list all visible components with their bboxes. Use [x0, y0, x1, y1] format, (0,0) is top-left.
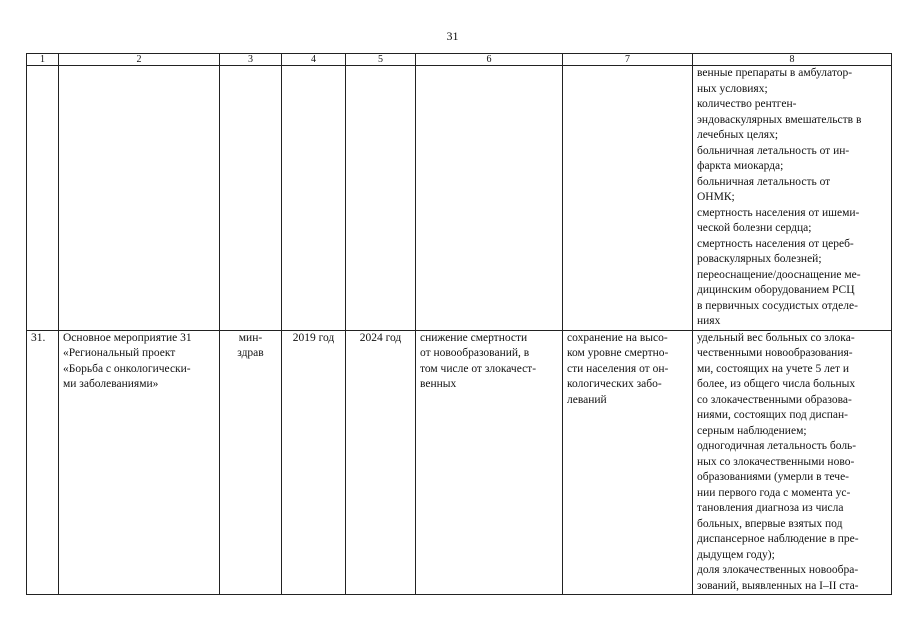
text-line: лечебных целях;: [697, 129, 779, 141]
text-line: Основное мероприятие 31: [63, 331, 192, 344]
text-line: переоснащение/дооснащение ме-: [697, 268, 861, 281]
text-line: смертность населения от ишеми-: [697, 206, 860, 219]
text-line: ми заболеваниями»: [63, 378, 159, 390]
text-line: чественными новообразования-: [697, 347, 853, 359]
text-line: образованиями (умерли в тече-: [697, 471, 850, 483]
text-line: диспансерное наблюдение в пре-: [697, 533, 859, 545]
cell-start-year: 2019 год: [282, 330, 346, 595]
text-line: зований, выявленных на I–II ста-: [697, 579, 859, 592]
text-line: здрав: [237, 347, 264, 359]
text-line: дицинским оборудованием РСЦ: [697, 284, 855, 296]
header-col-6: 6: [416, 54, 563, 66]
header-col-1: 1: [27, 54, 59, 66]
text-line: больничная летальность от: [697, 175, 831, 188]
text-line: больных, впервые взятых под: [697, 517, 843, 530]
text-line: от новообразований, в: [420, 347, 530, 359]
text-line: ческой болезни сердца;: [697, 222, 812, 234]
cell-empty: [346, 66, 416, 331]
text-line: ниями, состоящих под диспан-: [697, 409, 849, 421]
text-line: доля злокачественных новообра-: [697, 564, 859, 576]
text-line: ком уровне смертно-: [567, 347, 669, 359]
table-row-31: [27, 330, 892, 595]
text-line: ми, состоящих на учете 5 лет и: [697, 362, 850, 375]
text-line: ных со злокачественными ново-: [697, 455, 855, 468]
header-col-7: 7: [563, 54, 693, 66]
text-line: смертность населения от цереб-: [697, 237, 854, 250]
cell-measure-name: [59, 330, 220, 595]
cell-empty: [220, 66, 282, 331]
text-line: сти населения от он-: [567, 362, 669, 375]
cell-empty: [59, 66, 220, 331]
text-line: мин-: [238, 331, 263, 344]
table-row-continued: [27, 66, 892, 331]
document-table: [26, 53, 892, 595]
page-number: 31: [446, 29, 459, 43]
cell-expected-result: [416, 330, 563, 595]
text-line: ных условиях;: [697, 82, 768, 95]
header-col-8: 8: [693, 54, 892, 66]
text-line: «Региональный проект: [63, 347, 176, 359]
header-row: [27, 54, 892, 66]
text-line: сохранение на высо-: [567, 331, 668, 344]
text-line: «Борьба с онкологически-: [63, 362, 191, 375]
text-line: ОНМК;: [697, 191, 735, 203]
text-line: более, из общего числа больных: [697, 378, 856, 390]
text-line: венных: [420, 378, 457, 390]
text-line: венные препараты в амбулатор-: [697, 67, 853, 79]
cell-indicators-continued: [693, 66, 892, 331]
header-col-3: 3: [220, 54, 282, 66]
cell-indicators: [693, 330, 892, 595]
text-line: фаркта миокарда;: [697, 160, 784, 172]
header-col-5: 5: [346, 54, 416, 66]
row-number: 31.: [27, 330, 59, 595]
text-line: со злокачественными образова-: [697, 393, 852, 406]
cell-consequence: [563, 330, 693, 595]
text-line: роваскулярных болезней;: [697, 253, 822, 265]
text-line: кологических забо-: [567, 378, 662, 390]
text-line: удельный вес больных со злока-: [697, 331, 855, 344]
text-line: нии первого года с момента ус-: [697, 486, 851, 499]
text-line: снижение смертности: [420, 331, 528, 344]
text-line: больничная летальность от ин-: [697, 144, 850, 157]
cell-empty: [416, 66, 563, 331]
text-line: одногодичная летальность боль-: [697, 440, 857, 452]
text-line: эндоваскулярных вмешательств в: [697, 113, 862, 126]
text-line: в первичных сосудистых отделе-: [697, 299, 858, 312]
text-line: серным наблюдением;: [697, 424, 807, 437]
text-line: леваний: [567, 393, 607, 406]
text-line: том числе от злокачест-: [420, 362, 537, 375]
cell-empty: [563, 66, 693, 331]
cell-empty: [282, 66, 346, 331]
text-line: количество рентген-: [697, 98, 797, 110]
text-line: дыдущем году);: [697, 548, 775, 561]
cell-end-year: 2024 год: [346, 330, 416, 595]
cell-executor: [220, 330, 282, 595]
text-line: тановления диагноза из числа: [697, 502, 844, 514]
text-line: ниях: [697, 315, 721, 327]
header-col-4: 4: [282, 54, 346, 66]
cell-empty: [27, 66, 59, 331]
header-col-2: 2: [59, 54, 220, 66]
